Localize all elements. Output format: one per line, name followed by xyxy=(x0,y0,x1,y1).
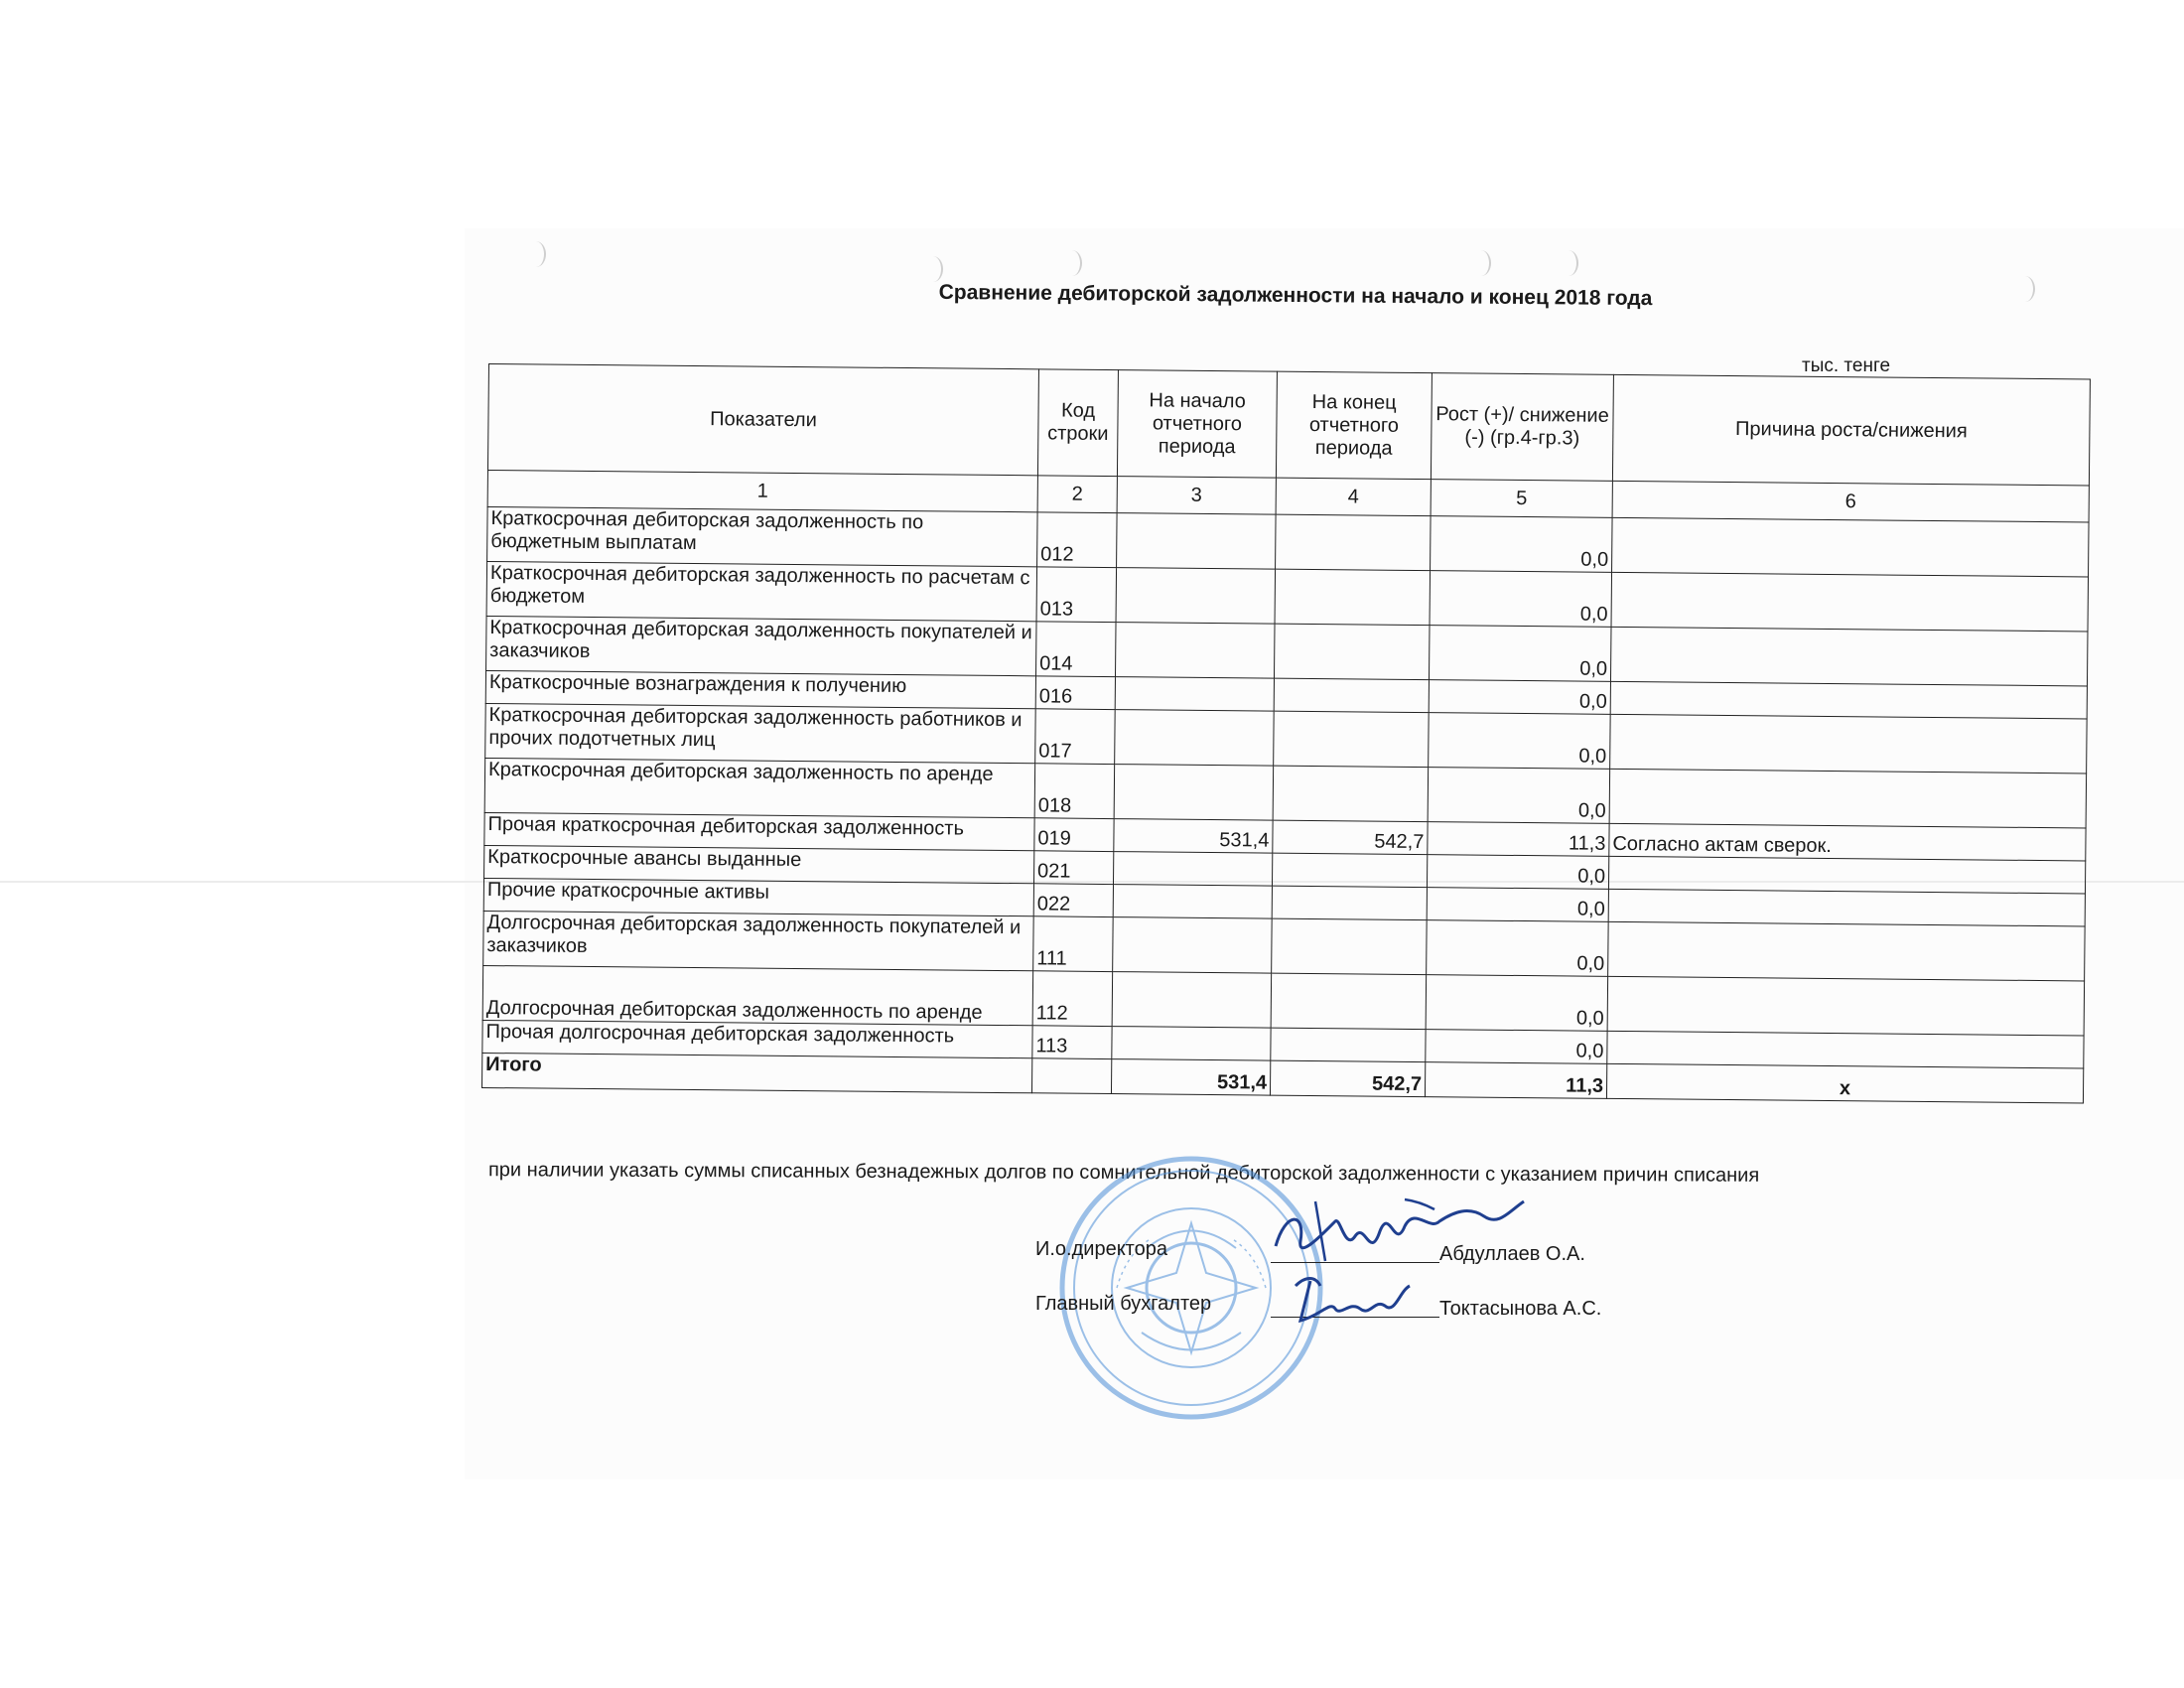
director-title: И.о.директора xyxy=(1035,1238,1167,1260)
row-code: 014 xyxy=(1036,622,1117,677)
punch-hole xyxy=(1559,250,1578,276)
punch-hole xyxy=(526,241,546,267)
row-start-value xyxy=(1115,677,1274,712)
row-end-value xyxy=(1274,624,1430,679)
row-start-value xyxy=(1114,765,1274,821)
punch-hole xyxy=(1471,250,1491,276)
header-change: Рост (+)/ снижение (-) (гр.4-гр.3) xyxy=(1431,373,1613,482)
document-title: Сравнение дебиторской задолженности на начало и конец 2018 года xyxy=(938,280,1653,311)
row-end-value xyxy=(1274,711,1430,767)
column-number: 1 xyxy=(487,470,1037,511)
header-indicator: Показатели xyxy=(487,364,1038,476)
row-start-value xyxy=(1115,710,1275,767)
row-change-value: 0,0 xyxy=(1426,975,1608,1032)
row-end-value xyxy=(1272,918,1428,974)
header-row xyxy=(487,364,2090,486)
accountant-title: Главный бухгалтер xyxy=(1035,1293,1212,1315)
row-change-value: 0,0 xyxy=(1427,920,1609,977)
accountant-name: Токтасынова А.С. xyxy=(1439,1298,1602,1320)
row-change-value: 0,0 xyxy=(1427,888,1608,922)
row-indicator: Прочая краткосрочная дебиторская задолженность xyxy=(484,812,1034,850)
row-start-value xyxy=(1112,972,1272,1029)
row-end-value: 542,7 xyxy=(1273,820,1428,854)
row-start-value: 531,4 xyxy=(1114,819,1273,854)
write-off-note: при наличии указать суммы списанных безнадежных долгов по сомнительной дебиторской задолженности с указанием причин списания xyxy=(487,1159,1760,1187)
row-code: 113 xyxy=(1032,1026,1112,1059)
row-reason xyxy=(1610,681,2087,719)
row-change-value: 0,0 xyxy=(1430,571,1612,628)
row-change-value: 0,0 xyxy=(1429,713,1611,770)
row-code: 021 xyxy=(1033,851,1113,885)
row-code: 018 xyxy=(1034,764,1115,819)
row-code: 111 xyxy=(1033,916,1114,972)
row-indicator: Долгосрочная дебиторская задолженность по аренде xyxy=(482,965,1033,1025)
row-start-value xyxy=(1112,1027,1271,1061)
total-end-value: 542,7 xyxy=(1270,1060,1425,1096)
row-change-value: 0,0 xyxy=(1429,680,1610,715)
row-change-value: 0,0 xyxy=(1426,1030,1607,1064)
row-end-value xyxy=(1273,766,1429,821)
punch-hole xyxy=(1062,250,1082,276)
row-code: 013 xyxy=(1036,567,1117,623)
header-start: На начало отчетного периода xyxy=(1117,370,1277,479)
row-reason xyxy=(1612,517,2090,577)
row-start-value xyxy=(1115,623,1275,679)
row-indicator: Прочая долгосрочная дебиторская задолженность xyxy=(482,1020,1032,1057)
receivables-table xyxy=(481,363,2091,1103)
row-reason xyxy=(1608,921,2086,981)
row-reason xyxy=(1608,889,2085,926)
punch-hole xyxy=(923,256,943,282)
row-indicator: Краткосрочная дебиторская задолженность по бюджетным выплатам xyxy=(487,506,1038,566)
row-end-value xyxy=(1272,886,1427,919)
row-start-value xyxy=(1113,885,1272,919)
row-change-value: 0,0 xyxy=(1431,516,1613,573)
row-change-value: 0,0 xyxy=(1429,626,1611,682)
director-signature xyxy=(1256,1192,1534,1271)
row-code: 016 xyxy=(1035,676,1115,710)
row-change-value: 0,0 xyxy=(1428,768,1610,824)
column-number: 2 xyxy=(1037,476,1117,513)
row-reason xyxy=(1608,856,2085,894)
row-indicator: Краткосрочные вознаграждения к получению xyxy=(485,670,1035,708)
row-reason xyxy=(1611,572,2089,632)
accountant-signature xyxy=(1281,1271,1430,1331)
row-change-value: 0,0 xyxy=(1427,855,1608,890)
total-start-value: 531,4 xyxy=(1111,1059,1270,1096)
row-indicator: Краткосрочная дебиторская задолженность покупателей и заказчиков xyxy=(486,616,1037,675)
receivables-table-wrap xyxy=(481,363,2091,1103)
total-reason: x xyxy=(1606,1063,2083,1103)
row-start-value xyxy=(1116,568,1276,625)
row-end-value xyxy=(1271,973,1427,1029)
column-number: 6 xyxy=(1612,481,2089,522)
row-indicator: Прочие краткосрочные активы xyxy=(483,878,1033,915)
header-reason: Причина роста/снижения xyxy=(1612,374,2090,486)
row-code: 112 xyxy=(1032,971,1113,1027)
row-end-value xyxy=(1274,678,1429,712)
row-reason xyxy=(1609,769,2087,828)
row-reason xyxy=(1610,627,2088,686)
row-end-value xyxy=(1276,514,1432,570)
total-label: Итого xyxy=(481,1053,1031,1092)
row-start-value xyxy=(1113,852,1272,887)
row-start-value xyxy=(1117,513,1277,570)
row-indicator: Краткосрочная дебиторская задолженность по аренде xyxy=(484,758,1035,817)
row-reason xyxy=(1610,714,2088,774)
row-code: 019 xyxy=(1034,818,1114,852)
row-end-value xyxy=(1275,569,1431,625)
row-start-value xyxy=(1113,917,1273,974)
row-indicator: Долгосрочная дебиторская задолженность покупателей и заказчиков xyxy=(483,911,1034,970)
units-label: тыс. тенге xyxy=(1802,355,1891,376)
row-reason xyxy=(1607,1031,2084,1068)
row-code: 017 xyxy=(1035,709,1116,765)
row-reason: Согласно актам сверок. xyxy=(1609,823,2086,861)
column-number: 4 xyxy=(1276,478,1431,515)
row-code: 012 xyxy=(1037,512,1118,568)
punch-hole xyxy=(2015,276,2035,302)
director-name: Абдуллаев О.А. xyxy=(1439,1243,1585,1265)
header-code: Код строки xyxy=(1037,369,1118,477)
row-reason xyxy=(1607,976,2085,1036)
row-indicator: Краткосрочные авансы выданные xyxy=(484,845,1034,883)
row-change-value: 11,3 xyxy=(1428,822,1609,857)
total-change-value: 11,3 xyxy=(1425,1062,1606,1099)
row-indicator: Краткосрочная дебиторская задолженность работников и прочих подотчетных лиц xyxy=(485,703,1036,763)
total-code xyxy=(1031,1058,1111,1094)
row-end-value xyxy=(1272,853,1427,887)
header-end: На конец отчетного периода xyxy=(1276,371,1432,479)
row-code: 022 xyxy=(1033,884,1113,917)
row-end-value xyxy=(1271,1028,1426,1061)
column-number: 5 xyxy=(1431,480,1612,518)
column-number: 3 xyxy=(1117,477,1276,515)
row-indicator: Краткосрочная дебиторская задолженность по расчетам с бюджетом xyxy=(486,561,1037,621)
